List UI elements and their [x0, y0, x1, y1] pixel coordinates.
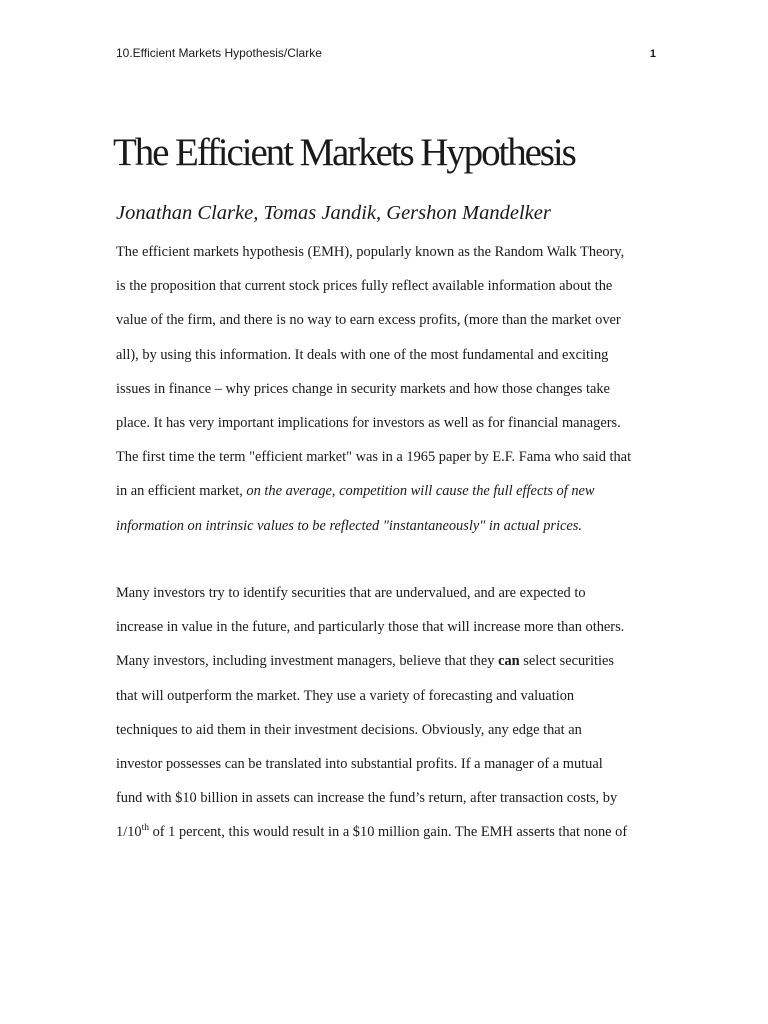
page-number: 1 [649, 48, 656, 60]
paragraph-line: Many investors try to identify securities that are undervalued, and are expected to [116, 585, 586, 601]
paragraph-line [116, 644, 627, 678]
line-text: in an efficient market, [116, 483, 247, 500]
paragraph-line: issues in finance – why prices change in security markets and how those changes take [116, 380, 610, 397]
paragraph-line: fund with $10 billion in assets can increase the fund’s return, after transaction costs, by [116, 790, 618, 807]
paragraph-line: that will outperform the market. They use a variety of forecasting and valuation [116, 687, 575, 704]
document-title: The Efficient Markets Hypothesis [113, 131, 575, 174]
line-text: Many investors, including investment managers, believe that they [116, 653, 499, 670]
fama-quote-end: information on intrinsic values to be reflected "instantaneously" in actual prices. [116, 517, 582, 534]
ordinal-superscript: th [141, 823, 149, 834]
paragraph-line: techniques to aid them in their investment decisions. Obviously, any edge that an [116, 721, 582, 738]
running-header-title: 10.Efficient Markets Hypothesis/Clarke [116, 46, 322, 60]
paragraph-line: place. It has very important implications for investors as well as for financial managers. [116, 414, 621, 431]
paragraph-line: increase in value in the future, and particularly those that will increase more than others. [116, 619, 625, 636]
paragraph-line: The first time the term "efficient market" was in a 1965 paper by E.F. Fama who said that [116, 449, 632, 466]
line-text: 1/10 [116, 824, 142, 841]
paragraph-line [116, 815, 627, 849]
running-header [116, 44, 656, 62]
fama-quote-start: on the average, competition will cause the full effects of new [246, 483, 595, 500]
emphasis-word: can [498, 653, 520, 670]
paragraph-line: all), by using this information. It deals with one of the most fundamental and exciting [116, 346, 609, 363]
line-text: of 1 percent, this would result in a $10 million gain. The EMH asserts that none of [148, 824, 628, 841]
paragraph-line: is the proposition that current stock prices fully reflect available information about the [116, 278, 613, 295]
paragraph-line [116, 474, 631, 508]
author-list: Jonathan Clarke, Tomas Jandik, Gershon Mandelker [116, 202, 551, 224]
paragraph-line: value of the firm, and there is no way to earn excess profits, (more than the market over [116, 312, 621, 329]
paragraph-line: The efficient markets hypothesis (EMH), popularly known as the Random Walk Theory, [116, 244, 625, 260]
paragraph-2 [116, 576, 627, 850]
line-text: select securities [519, 653, 614, 670]
paragraph-line: investor possesses can be translated into substantial profits. If a manager of a mutual [116, 755, 603, 772]
paragraph-1 [116, 235, 631, 543]
